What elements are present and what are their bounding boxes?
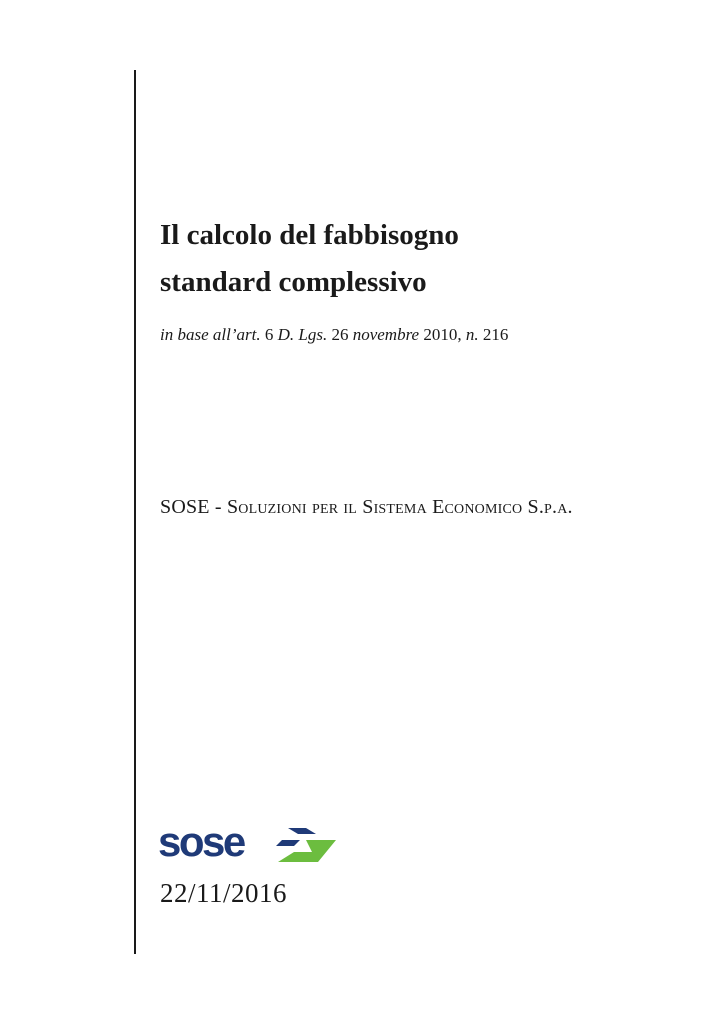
- subtitle-part-1: in base all’art.: [160, 325, 261, 344]
- subtitle-part-3: D. Lgs.: [277, 325, 328, 344]
- subtitle-part-5: novembre: [352, 325, 420, 344]
- document-date: 22/11/2016: [160, 878, 288, 908]
- sose-wordmark: sose: [158, 818, 244, 865]
- sose-mark-blue-shape: [288, 828, 316, 834]
- sose-mark-icon: [276, 828, 336, 862]
- organization-prefix: SOSE -: [160, 496, 227, 518]
- sose-logo: [158, 818, 340, 872]
- sose-logo-graphic: [158, 818, 340, 872]
- organization-name: [160, 496, 573, 519]
- document-title: [160, 212, 700, 306]
- sose-mark-blue-shape-lower: [276, 840, 300, 846]
- subtitle-part-4: 26: [327, 325, 353, 344]
- organization-full-name: Soluzioni per il Sistema Economico S.p.a.: [226, 496, 573, 518]
- subtitle-part-2: 6: [260, 325, 278, 344]
- title-line-2: standard complessivo: [160, 266, 427, 298]
- subtitle-part-7: n.: [465, 325, 479, 344]
- document-subtitle: [160, 325, 508, 345]
- title-line-1: Il calcolo del fabbisogno: [160, 219, 459, 251]
- vertical-rule: [134, 70, 136, 954]
- subtitle-part-8: 216: [478, 325, 509, 344]
- subtitle-part-6: 2010,: [419, 325, 466, 344]
